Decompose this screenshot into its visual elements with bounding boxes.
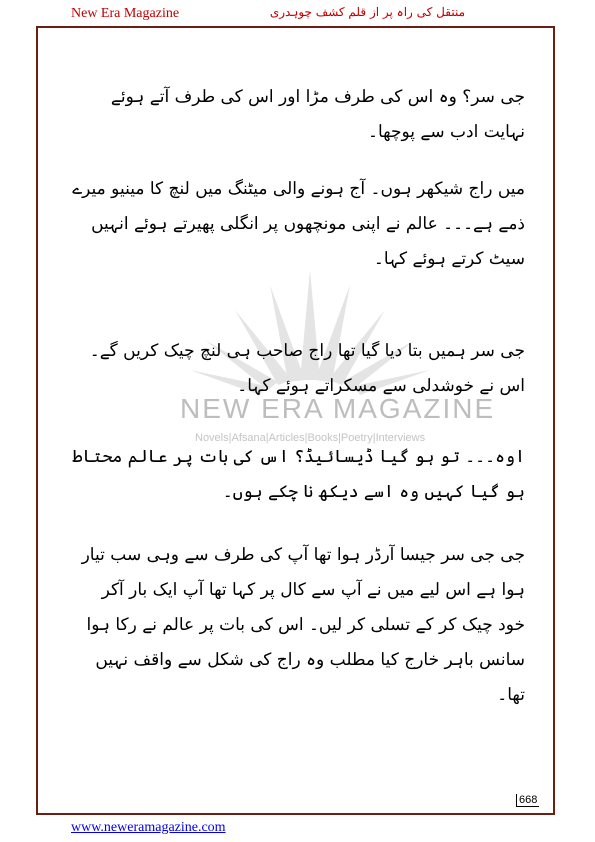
paragraph: جی سر؟ وہ اس کی طرف مڑا اور اس کی طرف آتے ہوئے نہایت ادب سے پوچھا۔ <box>110 87 525 142</box>
page-number: 668 <box>516 794 539 807</box>
watermark-title: NEW ERA MAGAZINE <box>180 393 496 424</box>
paragraph: جی سر ہمیں بتا دیا گیا تھا راج صاحب ہی لنچ چیک کریں گے۔اس نے خوشدلی سے مسکراتے ہوئے کہا۔ <box>89 341 525 396</box>
watermark-subtitle: Novels|Afsana|Articles|Books|Poetry|Interviews <box>195 432 426 444</box>
paragraph: جی جی سر جیسا آرڈر ہوا تھا آپ کی طرف سے وہی سب تیار ہوا ہے اس لیے میں نے آپ سے کال پر کہا تھا آپ ایک بار آکر خود چیک کر کے تسلی کر لیں۔ اس کی بات پر عالم نے رکا ہوا سانس باہر خارج کیا مطلب وہ راج کی شکل سے واقف نہیں تھا۔ <box>81 545 525 705</box>
paragraph: میں راج شیکھر ہوں۔ آج ہونے والی میٹنگ میں لنچ کا مینیو میرے ذمے ہے۔۔۔ عالم نے اپنی مونچھوں پر انگلی پھیرتے ہوئے انہیں سیٹ کرتے ہوئے کہا۔ <box>72 179 525 269</box>
paragraph: اوہ۔۔۔ تو ہو گیا ڈیسائیڈ؟ اس کی بات پر عالم محتاط ہو گیا کہیں وہ اسے دیکھ نا چکے ہوں۔ <box>72 447 525 502</box>
magazine-name: New Era Magazine <box>71 6 180 21</box>
story-credit: منتقل کی راہ پر از قلم کشف چوہدری <box>269 5 465 19</box>
website-link[interactable]: www.neweramagazine.com <box>71 820 226 835</box>
